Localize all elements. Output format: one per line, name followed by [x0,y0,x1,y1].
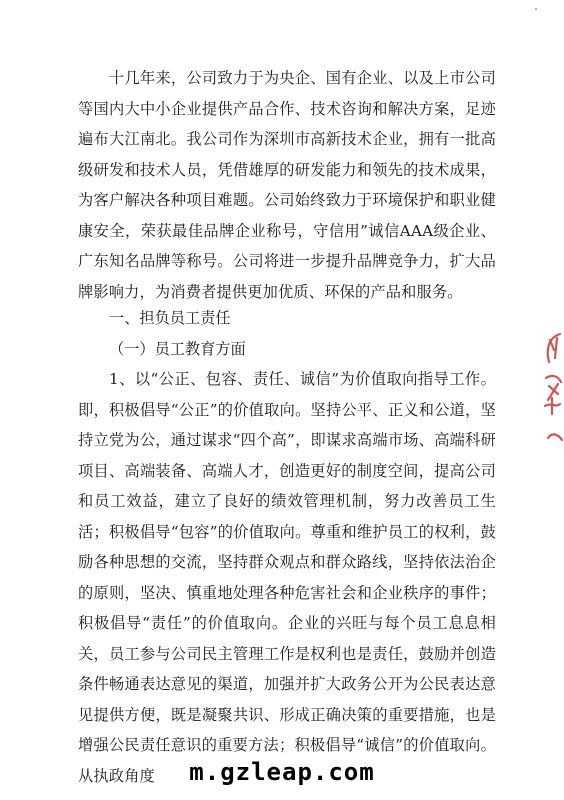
red-seal-stamp-icon [540,328,564,458]
subsection-heading: （一）员工教育方面 [109,340,246,358]
body-paragraph: 1、以“公正、包容、责任、诚信”为价值取向指导工作。即，积极倡导“公正”的价值取向。坚持公平、正义和公道，坚持立党为公，通过谋求“四个高”，即谋求高端市场、高端科研项目、高端装备、高端人才，创造更好的制度空间，提高公司和员工效益，建立了良好的绩效管理机制，努力改善员工生活；积极倡导“包容”的价值取向。尊重和维护员工的权利，鼓励各种思想的交流，坚持群众观点和群众路线，坚持依法治企的原则，坚决、慎重地处理各种危害社会和企业秩序的事件；积极倡导“责任”的价值取向。企业的兴旺与每个员工息息相关，员工参与公司民主管理工作是权利也是责任，鼓励并创造条件畅通表达意见的渠道，加强并扩大政务公开为公民表达意见提供方便，既是凝聚共识、形成正确决策的重要措施，也是增强公民责任意识的重要方法；积极倡导“诚信”的价值取向。从执政角度 [78,370,496,785]
footer-watermark: m.gzleap.com [189,758,375,786]
scan-speck [535,8,537,10]
section-heading: 一、担负员工责任 [109,309,231,327]
intro-paragraph: 十几年来，公司致力于为央企、国有企业、以及上市公司等国内大中小企业提供产品合作、技术咨询和解决方案，足迹遍布大江南北。我公司作为深圳市高新技术企业，拥有一批高级研发和技术人员，凭借雄厚的研发能力和领先的技术成果，为客户解决各种项目难题。公司始终致力于环境保护和职业健康安全，荣获最佳品牌企业称号，守信用”诚信AAA级企业、广东知名品牌等称号。公司将进一步提升品牌竞争力，扩大品牌影响力，为消费者提供更加优质、环保的产品和服务。 [78,69,496,301]
